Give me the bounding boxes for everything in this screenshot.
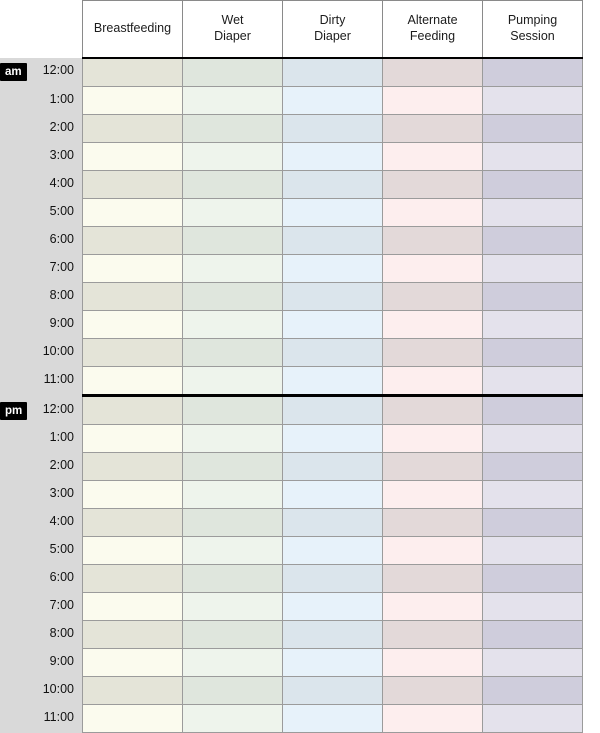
entry-cell-dirty-diaper[interactable] [283,255,383,283]
entry-cell-dirty-diaper[interactable] [283,199,383,227]
entry-cell-breastfeeding[interactable] [83,171,183,199]
entry-cell-breastfeeding[interactable] [83,677,183,705]
time-label: 10:00 [42,681,74,696]
entry-cell-breastfeeding[interactable] [83,425,183,453]
time-label-cell [0,537,83,565]
column-header-pumping-session [483,1,583,59]
entry-cell-pumping-session[interactable] [483,255,583,283]
header-corner-blank [0,1,83,59]
table-row [0,649,583,677]
entry-cell-pumping-session[interactable] [483,171,583,199]
time-label-cell [0,87,83,115]
period-badge-placeholder [0,514,27,532]
period-badge-placeholder [0,260,27,278]
entry-cell-dirty-diaper[interactable] [283,453,383,481]
time-label-cell [0,621,83,649]
entry-cell-pumping-session[interactable] [483,283,583,311]
time-label-cell [0,649,83,677]
entry-cell-dirty-diaper[interactable] [283,677,383,705]
entry-cell-pumping-session[interactable] [483,565,583,593]
entry-cell-pumping-session[interactable] [483,339,583,367]
time-label: 9:00 [49,315,74,330]
period-badge-placeholder [0,654,27,672]
entry-cell-alternate-feeding[interactable] [383,649,483,677]
period-badge-placeholder [0,458,27,476]
entry-cell-pumping-session[interactable] [483,58,583,87]
time-label-cell [0,677,83,705]
entry-cell-alternate-feeding[interactable] [383,87,483,115]
period-badge-placeholder [0,344,27,362]
entry-cell-pumping-session[interactable] [483,509,583,537]
time-label-cell [0,255,83,283]
period-badge-placeholder [0,542,27,560]
column-header-line1: Pumping [507,13,558,28]
entry-cell-pumping-session[interactable] [483,87,583,115]
time-label: 4:00 [49,175,74,190]
entry-cell-wet-diaper[interactable] [183,143,283,171]
entry-cell-breastfeeding[interactable] [83,115,183,143]
time-label-cell [0,481,83,509]
column-header-line2: Diaper [214,29,251,43]
time-label: 5:00 [49,541,74,556]
time-label: 5:00 [49,203,74,218]
entry-cell-pumping-session[interactable] [483,227,583,255]
time-label: 3:00 [49,485,74,500]
entry-cell-wet-diaper[interactable] [183,171,283,199]
entry-cell-pumping-session[interactable] [483,621,583,649]
entry-cell-wet-diaper[interactable] [183,339,283,367]
entry-cell-alternate-feeding[interactable] [383,537,483,565]
entry-cell-alternate-feeding[interactable] [383,227,483,255]
entry-cell-breastfeeding[interactable] [83,593,183,621]
period-badge-placeholder [0,682,27,700]
entry-cell-pumping-session[interactable] [483,199,583,227]
entry-cell-dirty-diaper[interactable] [283,509,383,537]
entry-cell-dirty-diaper[interactable] [283,621,383,649]
time-label: 6:00 [49,569,74,584]
column-header-wet-diaper [183,1,283,59]
column-header-line1: Alternate [407,13,458,28]
entry-cell-breastfeeding[interactable] [83,621,183,649]
period-badge-placeholder [0,372,27,390]
time-label-cell [0,143,83,171]
entry-cell-dirty-diaper[interactable] [283,649,383,677]
entry-cell-pumping-session[interactable] [483,705,583,733]
time-label: 3:00 [49,147,74,162]
period-badge-placeholder [0,204,27,222]
entry-cell-dirty-diaper[interactable] [283,593,383,621]
table-row [0,199,583,227]
entry-cell-wet-diaper[interactable] [183,311,283,339]
entry-cell-breastfeeding[interactable] [83,509,183,537]
table-row [0,537,583,565]
entry-cell-wet-diaper[interactable] [183,621,283,649]
entry-cell-breastfeeding[interactable] [83,396,183,425]
entry-cell-wet-diaper[interactable] [183,199,283,227]
entry-cell-wet-diaper[interactable] [183,255,283,283]
time-label: 10:00 [42,343,74,358]
entry-cell-alternate-feeding[interactable] [383,311,483,339]
table-row [0,283,583,311]
entry-cell-wet-diaper[interactable] [183,537,283,565]
entry-cell-alternate-feeding[interactable] [383,705,483,733]
entry-cell-pumping-session[interactable] [483,367,583,396]
entry-cell-dirty-diaper[interactable] [283,311,383,339]
entry-cell-wet-diaper[interactable] [183,593,283,621]
entry-cell-dirty-diaper[interactable] [283,339,383,367]
entry-cell-dirty-diaper[interactable] [283,143,383,171]
entry-cell-breastfeeding[interactable] [83,453,183,481]
entry-cell-breastfeeding[interactable] [83,227,183,255]
entry-cell-alternate-feeding[interactable] [383,171,483,199]
column-header-line1: Dirty [319,13,346,28]
column-header-line1: Wet [221,13,244,28]
column-header-line2: Diaper [314,29,351,43]
table-row [0,621,583,649]
entry-cell-wet-diaper[interactable] [183,396,283,425]
period-badge-placeholder [0,430,27,448]
table-row [0,396,583,425]
time-label-cell [0,453,83,481]
period-badge-placeholder [0,288,27,306]
time-label-cell [0,367,83,396]
time-label-cell [0,396,83,425]
time-label-cell [0,339,83,367]
time-label: 2:00 [49,457,74,472]
entry-cell-pumping-session[interactable] [483,453,583,481]
entry-cell-breastfeeding[interactable] [83,537,183,565]
time-label: 1:00 [49,91,74,106]
entry-cell-alternate-feeding[interactable] [383,143,483,171]
table-row [0,453,583,481]
entry-cell-wet-diaper[interactable] [183,649,283,677]
header-row [0,1,583,59]
column-header-line2: Session [510,29,555,43]
table-row [0,115,583,143]
time-label-cell [0,115,83,143]
period-badge-placeholder [0,92,27,110]
entry-cell-alternate-feeding[interactable] [383,425,483,453]
entry-cell-wet-diaper[interactable] [183,115,283,143]
entry-cell-wet-diaper[interactable] [183,58,283,87]
entry-cell-alternate-feeding[interactable] [383,255,483,283]
table-row [0,425,583,453]
time-label-cell [0,565,83,593]
table-row [0,509,583,537]
period-badge-placeholder [0,486,27,504]
entry-cell-breastfeeding[interactable] [83,367,183,396]
entry-cell-dirty-diaper[interactable] [283,537,383,565]
entry-cell-alternate-feeding[interactable] [383,677,483,705]
time-label: 11:00 [43,372,74,386]
entry-cell-alternate-feeding[interactable] [383,58,483,87]
table-row [0,481,583,509]
time-label: 9:00 [49,653,74,668]
entry-cell-breastfeeding[interactable] [83,87,183,115]
entry-cell-wet-diaper[interactable] [183,481,283,509]
entry-cell-alternate-feeding[interactable] [383,115,483,143]
entry-cell-dirty-diaper[interactable] [283,425,383,453]
time-label: 8:00 [49,287,74,302]
entry-cell-wet-diaper[interactable] [183,425,283,453]
entry-cell-alternate-feeding[interactable] [383,199,483,227]
entry-cell-wet-diaper[interactable] [183,453,283,481]
entry-cell-wet-diaper[interactable] [183,367,283,396]
time-label-cell [0,509,83,537]
time-label-cell [0,425,83,453]
table-row [0,143,583,171]
entry-cell-pumping-session[interactable] [483,311,583,339]
entry-cell-pumping-session[interactable] [483,677,583,705]
entry-cell-breastfeeding[interactable] [83,339,183,367]
period-badge-placeholder [0,598,27,616]
column-header-line1: Breastfeeding [93,21,172,36]
time-label: 8:00 [49,625,74,640]
time-label-cell [0,199,83,227]
entry-cell-breastfeeding[interactable] [83,143,183,171]
entry-cell-pumping-session[interactable] [483,143,583,171]
time-label: 12:00 [42,401,74,416]
entry-cell-dirty-diaper[interactable] [283,565,383,593]
entry-cell-dirty-diaper[interactable] [283,283,383,311]
column-header-alternate-feeding [383,1,483,59]
time-label: 7:00 [49,597,74,612]
entry-cell-pumping-session[interactable] [483,425,583,453]
table-row [0,58,583,87]
period-badge-placeholder [0,626,27,644]
table-row [0,311,583,339]
column-header-line2: Feeding [409,29,456,43]
period-badge: am [0,63,27,81]
time-label: 2:00 [49,119,74,134]
table-row [0,367,583,396]
table-row [0,705,583,733]
time-label: 11:00 [43,709,74,724]
entry-cell-breastfeeding[interactable] [83,565,183,593]
entry-cell-pumping-session[interactable] [483,537,583,565]
entry-cell-breastfeeding[interactable] [83,255,183,283]
time-label-cell [0,705,83,733]
entry-cell-dirty-diaper[interactable] [283,705,383,733]
entry-cell-wet-diaper[interactable] [183,509,283,537]
entry-cell-breastfeeding[interactable] [83,311,183,339]
entry-cell-wet-diaper[interactable] [183,227,283,255]
entry-cell-wet-diaper[interactable] [183,283,283,311]
column-header-breastfeeding [83,1,183,59]
entry-cell-alternate-feeding[interactable] [383,453,483,481]
time-label: 12:00 [42,63,74,78]
entry-cell-dirty-diaper[interactable] [283,227,383,255]
period-badge-placeholder [0,120,27,138]
table-row [0,87,583,115]
entry-cell-breastfeeding[interactable] [83,481,183,509]
entry-cell-pumping-session[interactable] [483,593,583,621]
entry-cell-dirty-diaper[interactable] [283,481,383,509]
table-row [0,593,583,621]
entry-cell-dirty-diaper[interactable] [283,58,383,87]
entry-cell-wet-diaper[interactable] [183,87,283,115]
entry-cell-wet-diaper[interactable] [183,705,283,733]
entry-cell-alternate-feeding[interactable] [383,509,483,537]
period-badge-placeholder [0,316,27,334]
entry-cell-alternate-feeding[interactable] [383,367,483,396]
period-badge-placeholder [0,176,27,194]
entry-cell-alternate-feeding[interactable] [383,283,483,311]
period-badge: pm [0,402,27,420]
entry-cell-alternate-feeding[interactable] [383,565,483,593]
table-row [0,677,583,705]
entry-cell-alternate-feeding[interactable] [383,396,483,425]
entry-cell-alternate-feeding[interactable] [383,481,483,509]
table-header [0,1,583,59]
time-label: 4:00 [49,513,74,528]
entry-cell-alternate-feeding[interactable] [383,339,483,367]
time-label: 7:00 [49,259,74,274]
entry-cell-breastfeeding[interactable] [83,58,183,87]
entry-cell-alternate-feeding[interactable] [383,593,483,621]
entry-cell-pumping-session[interactable] [483,396,583,425]
entry-cell-wet-diaper[interactable] [183,677,283,705]
table-body [0,58,583,733]
time-label-cell [0,311,83,339]
table-row [0,227,583,255]
time-label-cell [0,283,83,311]
entry-cell-dirty-diaper[interactable] [283,87,383,115]
table-row [0,339,583,367]
time-label: 1:00 [49,429,74,444]
entry-cell-breastfeeding[interactable] [83,705,183,733]
time-label-cell [0,58,83,87]
entry-cell-wet-diaper[interactable] [183,565,283,593]
entry-cell-dirty-diaper[interactable] [283,115,383,143]
table-row [0,255,583,283]
time-label-cell [0,171,83,199]
period-badge-placeholder [0,710,27,728]
entry-cell-dirty-diaper[interactable] [283,396,383,425]
time-label-cell [0,593,83,621]
entry-cell-breastfeeding[interactable] [83,199,183,227]
entry-cell-breastfeeding[interactable] [83,649,183,677]
entry-cell-pumping-session[interactable] [483,649,583,677]
entry-cell-dirty-diaper[interactable] [283,171,383,199]
table-row [0,565,583,593]
period-badge-placeholder [0,232,27,250]
entry-cell-alternate-feeding[interactable] [383,621,483,649]
table-row [0,171,583,199]
column-header-dirty-diaper [283,1,383,59]
entry-cell-breastfeeding[interactable] [83,283,183,311]
period-badge-placeholder [0,570,27,588]
period-badge-placeholder [0,148,27,166]
time-label: 6:00 [49,231,74,246]
entry-cell-dirty-diaper[interactable] [283,367,383,396]
entry-cell-pumping-session[interactable] [483,115,583,143]
time-label-cell [0,227,83,255]
entry-cell-pumping-session[interactable] [483,481,583,509]
